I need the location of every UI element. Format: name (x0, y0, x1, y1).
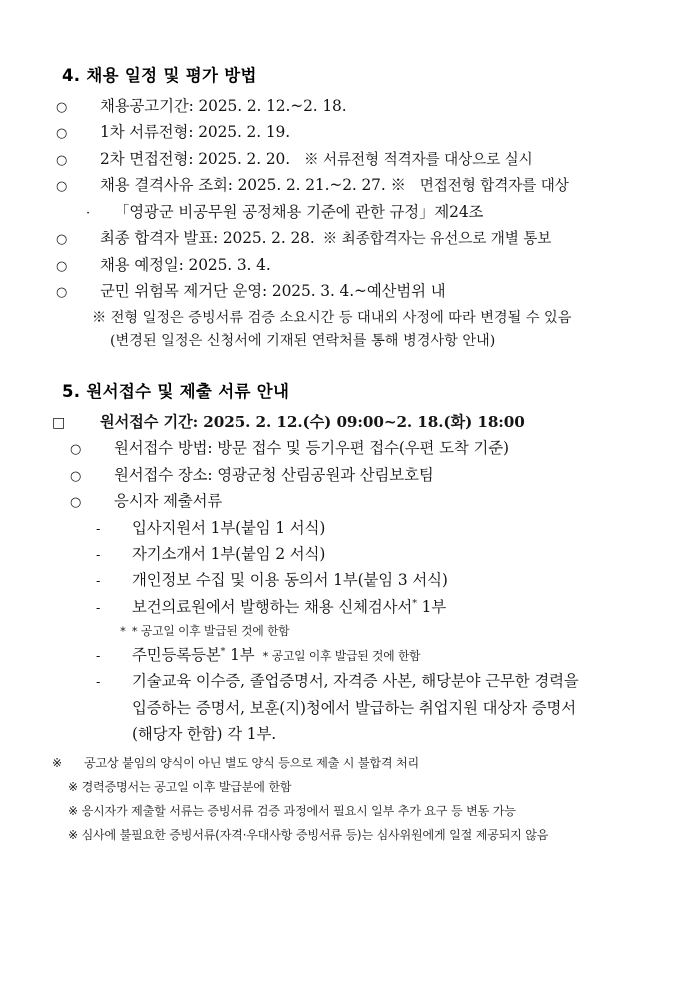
schedule-item-second-interview (56, 149, 662, 168)
document-item-count: 1부 (416, 597, 447, 616)
dash-bullet-icon: - (96, 521, 101, 537)
section-4-heading: 4. 채용 일정 및 평가 방법 (62, 66, 257, 85)
document-item-resident-registration (96, 645, 662, 665)
schedule-item-note: 면접전형 합격자를 대상 (419, 177, 569, 195)
footnote-additional-documents (68, 805, 662, 817)
reference-mark-icon: ※ (52, 755, 62, 770)
circle-bullet-icon: ○ (70, 495, 82, 511)
schedule-item-note: ※ 서류전형 적격자를 대상으로 실시 (304, 150, 533, 168)
schedule-item-text: 1차 서류전형: 2025. 2. 19. (100, 123, 291, 142)
document-item-text-line2: 입증하는 증명서, 보훈(지)청에서 발급하는 취업지원 대상자 증명서 (132, 698, 577, 717)
schedule-item-hire-date (56, 256, 662, 274)
application-period-line (52, 413, 662, 432)
dash-bullet-icon: - (96, 649, 101, 665)
application-item-location (70, 465, 662, 484)
schedule-item-text: 2차 면접전형: 2025. 2. 20. (100, 149, 291, 168)
application-item-required-documents (70, 492, 662, 511)
application-item-text: 원서접수 장소: 영광군청 산림공원과 산림보호팀 (114, 465, 434, 484)
schedule-remark-change-notice: (변경된 일정은 신청서에 기재된 연락처를 통해 병경사항 안내) (110, 333, 496, 350)
dash-bullet-icon: - (96, 548, 101, 564)
document-item-application-form (96, 518, 662, 537)
document-subnote-text: * 공고일 이후 발급된 것에 한함 (131, 624, 290, 639)
asterisk-superscript-icon: * (220, 645, 226, 657)
dash-bullet-icon: - (96, 600, 101, 616)
document-item-text-line1: 기술교육 이수증, 졸업증명서, 자격증 사본, 해당분야 근무한 경력을 (132, 672, 579, 691)
document-item-career-and-certificates (96, 672, 662, 691)
schedule-item-note: ※ 최종합격자는 유선으로 개별 통보 (322, 230, 552, 248)
schedule-item-text: 채용공고기간: 2025. 2. 12.~2. 18. (100, 97, 347, 115)
document-subnote-issue-date (120, 626, 662, 638)
circle-bullet-icon: ○ (70, 442, 82, 458)
circle-bullet-icon: ○ (56, 259, 68, 274)
document-item-text: 주민등록등본 (132, 646, 221, 665)
section-application-and-documents (52, 378, 662, 842)
schedule-item-announcement-period (56, 97, 662, 115)
circle-bullet-icon: ○ (56, 126, 68, 142)
application-item-text: 원서접수 방법: 방문 접수 및 등기우편 접수(우편 도착 기준) (114, 439, 509, 458)
asterisk-icon: * (120, 624, 126, 639)
schedule-item-text: 채용 예정일: 2025. 3. 4. (100, 256, 271, 274)
document-item-text-line3: (해당자 한함) 각 1부. (132, 725, 277, 744)
application-period-text: 원서접수 기간: 2025. 2. 12.(수) 09:00~2. 18.(화) 18:00 (100, 413, 525, 432)
middot-bullet-icon: · (86, 206, 91, 221)
document-item-self-introduction (96, 545, 662, 564)
circle-bullet-icon: ○ (56, 179, 68, 195)
circle-bullet-icon: ○ (56, 100, 68, 115)
document-item-privacy-consent (96, 571, 662, 590)
schedule-item-text: 최종 합격자 발표: 2025. 2. 28. (100, 229, 315, 248)
footnote-form-requirement (52, 755, 662, 770)
document-item-medical-certificate (96, 597, 662, 616)
schedule-item-hazard-tree-team (56, 282, 662, 301)
document-item-count: 1부 (225, 646, 255, 665)
footnote-text: ※ 경력증명서는 공고일 이후 발급분에 한함 (68, 779, 292, 794)
schedule-remark-change-possible: ※ 전형 일정은 증빙서류 검증 소요시간 등 대내외 사정에 따라 변경될 수 있음 (92, 309, 572, 326)
document-item-text: 개인정보 수집 및 이용 동의서 1부(붙임 3 서식) (132, 571, 448, 590)
square-bullet-icon: □ (52, 415, 66, 432)
schedule-item-disqualification-check (56, 176, 662, 195)
footnote-career-certificate (68, 781, 662, 793)
dash-bullet-icon: - (96, 675, 101, 691)
document-item-text: 보건의료원에서 발행하는 채용 신체검사서 (132, 597, 413, 616)
circle-bullet-icon: ○ (56, 152, 68, 168)
document-item-text: 자기소개서 1부(붙임 2 서식) (132, 545, 326, 564)
application-item-text: 응시자 제출서류 (114, 492, 223, 511)
footnote-text: ※ 심사에 불필요한 증빙서류(자격·우대사항 증빙서류 등)는 심사위원에게 일절 제공되지 않음 (68, 827, 549, 842)
schedule-item-regulation-reference (86, 203, 662, 221)
circle-bullet-icon: ○ (56, 285, 68, 301)
footnote-unnecessary-documents (68, 829, 662, 841)
circle-bullet-icon: ○ (56, 232, 68, 248)
section-5-heading: 5. 원서접수 및 제출 서류 안내 (62, 382, 290, 402)
dash-bullet-icon: - (96, 574, 101, 590)
schedule-item-text: 채용 결격사유 조회: 2025. 2. 21.~2. 27. ※ (100, 176, 406, 195)
circle-bullet-icon: ○ (70, 468, 82, 484)
document-item-text: 입사지원서 1부(붙임 1 서식) (132, 518, 326, 537)
schedule-item-text: 「영광군 비공무원 공정채용 기준에 관한 규정」제24조 (114, 203, 484, 221)
application-item-method (70, 439, 662, 458)
section-recruitment-schedule (56, 62, 662, 350)
asterisk-superscript-icon: * (412, 597, 417, 609)
footnote-text: ※ 응시자가 제출할 서류는 증빙서류 검증 과정에서 필요시 일부 추가 요구 등 변동 가능 (68, 803, 516, 818)
schedule-item-text: 군민 위험목 제거단 운영: 2025. 3. 4.~예산범위 내 (100, 282, 446, 301)
document-item-tail-note: * 공고일 이후 발급된 것에 한함 (262, 649, 421, 664)
footnote-text: 공고상 붙임의 양식이 아닌 별도 양식 등으로 제출 시 불합격 처리 (84, 755, 419, 770)
schedule-item-first-screening (56, 123, 662, 142)
schedule-item-final-result (56, 229, 662, 248)
